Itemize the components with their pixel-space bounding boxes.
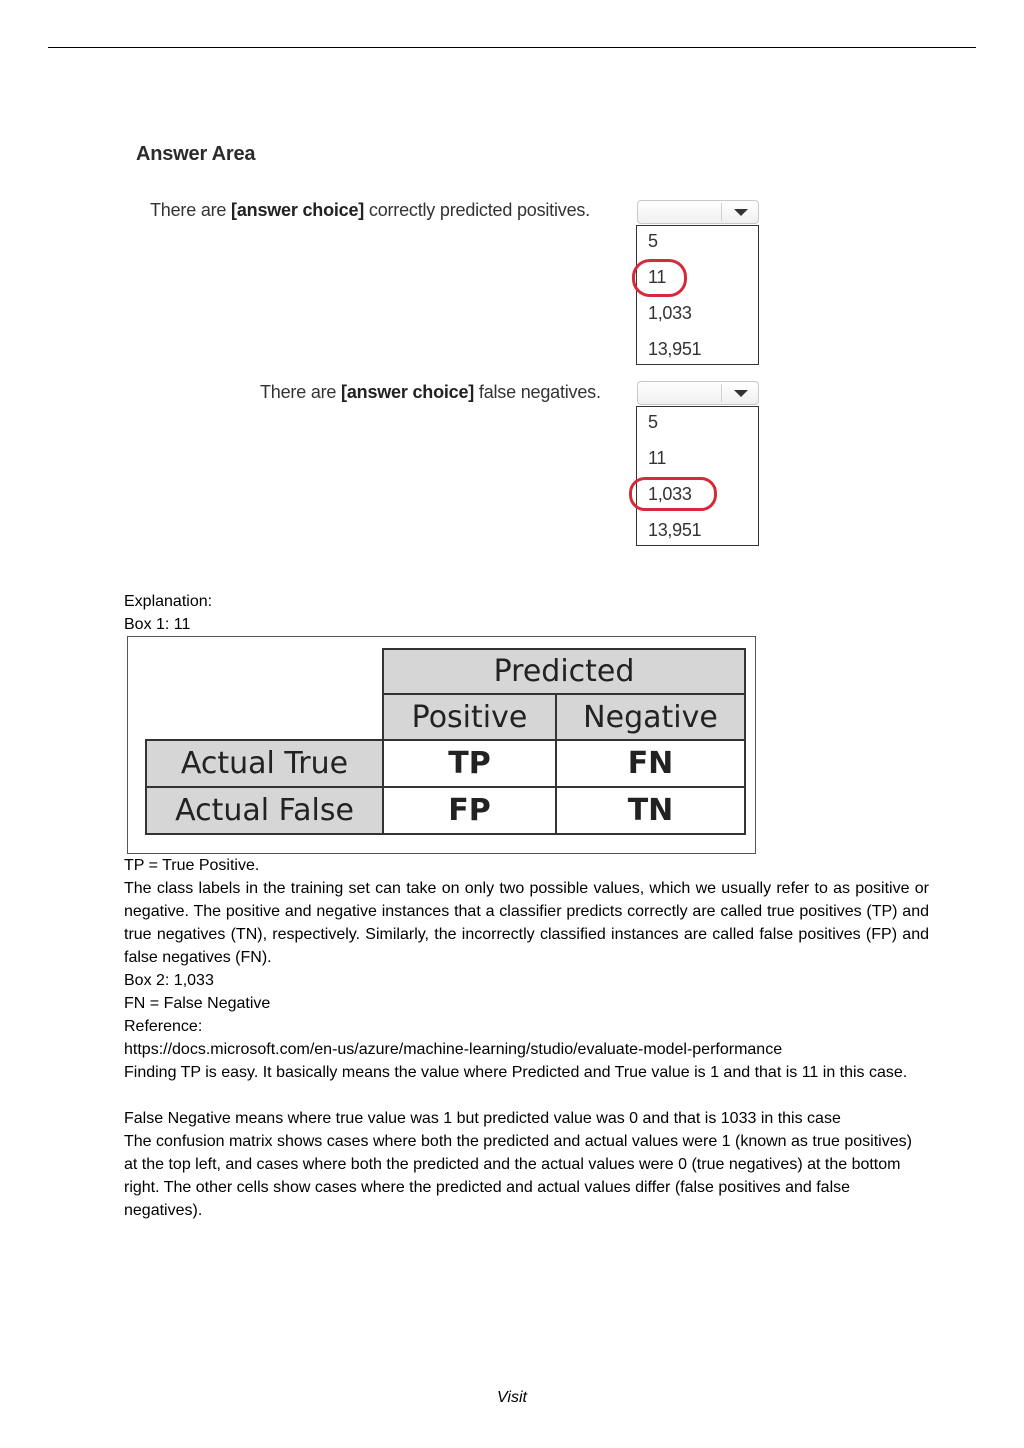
tp-cell: TP bbox=[382, 739, 557, 788]
tp-paragraph: Finding TP is easy. It basically means the value where Predicted and True value is 1 and that is 11 in this case. bbox=[124, 1064, 908, 1081]
positive-header: Positive bbox=[382, 693, 557, 741]
box-1-answer: Box 1: 11 bbox=[124, 616, 191, 633]
question-1-text bbox=[150, 200, 590, 221]
selected-answer-circle bbox=[632, 259, 687, 297]
chevron-down-icon[interactable] bbox=[734, 209, 748, 216]
question-1-prefix: There are bbox=[150, 200, 232, 220]
question-2-options bbox=[636, 406, 759, 546]
question-1-placeholder: [answer choice] bbox=[231, 200, 365, 220]
actual-false-label: Actual False bbox=[145, 786, 384, 835]
explanation-heading: Explanation: bbox=[124, 593, 213, 610]
chevron-down-icon[interactable] bbox=[734, 390, 748, 397]
predicted-header: Predicted bbox=[382, 648, 746, 695]
question-2-text bbox=[260, 382, 601, 403]
question-2-dropdown[interactable] bbox=[637, 381, 759, 405]
option-11[interactable]: 11 bbox=[648, 448, 667, 468]
question-1-suffix: correctly predicted positives. bbox=[364, 200, 590, 220]
actual-true-label: Actual True bbox=[145, 739, 384, 788]
option-5[interactable]: 5 bbox=[648, 231, 658, 251]
tp-definition: TP = True Positive. bbox=[124, 857, 260, 874]
confusion-matrix-paragraph: The confusion matrix shows cases where both the predicted and actual values were 1 (known as true positives) at the top left, and cases where both the predicted and the actual values were 0 (true negatives) at the bottom right. The other cells show cases where the predicted and actual values differ (false positives and false negatives). bbox=[124, 1133, 912, 1219]
option-1033[interactable]: 1,033 bbox=[648, 484, 692, 504]
dropdown-separator bbox=[721, 203, 722, 221]
box-2-answer: Box 2: 1,033 bbox=[124, 972, 214, 989]
question-2-placeholder: [answer choice] bbox=[341, 382, 475, 402]
fn-cell: FN bbox=[555, 739, 746, 788]
option-1033[interactable]: 1,033 bbox=[648, 303, 692, 323]
option-11[interactable]: 11 bbox=[648, 267, 667, 287]
reference-label: Reference: bbox=[124, 1018, 203, 1035]
negative-header: Negative bbox=[555, 693, 746, 741]
question-1-dropdown[interactable] bbox=[637, 200, 759, 224]
fn-paragraph: False Negative means where true value was 1 but predicted value was 0 and that is 1033 in this case bbox=[124, 1110, 841, 1127]
selected-answer-circle bbox=[629, 477, 717, 511]
tn-cell: TN bbox=[555, 786, 746, 835]
option-13951[interactable]: 13,951 bbox=[648, 520, 702, 540]
classifier-paragraph: The class labels in the training set can take on only two possible values, which we usually refer to as positive or negative. The positive and negative instances that a classifier predicts correctly are called true positives (TP) and true negatives (TN), respectively. Similarly, the incorrectly classified instances are called false positives (FP) and false negatives (FN). bbox=[124, 880, 929, 966]
answer-area-title: Answer Area bbox=[136, 143, 256, 165]
confusion-matrix-figure bbox=[127, 636, 756, 854]
question-2-prefix: There are bbox=[260, 382, 342, 402]
dropdown-separator bbox=[721, 384, 722, 402]
option-13951[interactable]: 13,951 bbox=[648, 339, 702, 359]
fp-cell: FP bbox=[382, 786, 557, 835]
fn-definition: FN = False Negative bbox=[124, 995, 271, 1012]
footer-visit-link[interactable]: Visit bbox=[497, 1389, 527, 1406]
option-5[interactable]: 5 bbox=[648, 412, 658, 432]
question-2-suffix: false negatives. bbox=[474, 382, 601, 402]
top-rule bbox=[48, 47, 976, 48]
reference-link[interactable]: https://docs.microsoft.com/en-us/azure/machine-learning/studio/evaluate-model-performance bbox=[124, 1041, 783, 1058]
